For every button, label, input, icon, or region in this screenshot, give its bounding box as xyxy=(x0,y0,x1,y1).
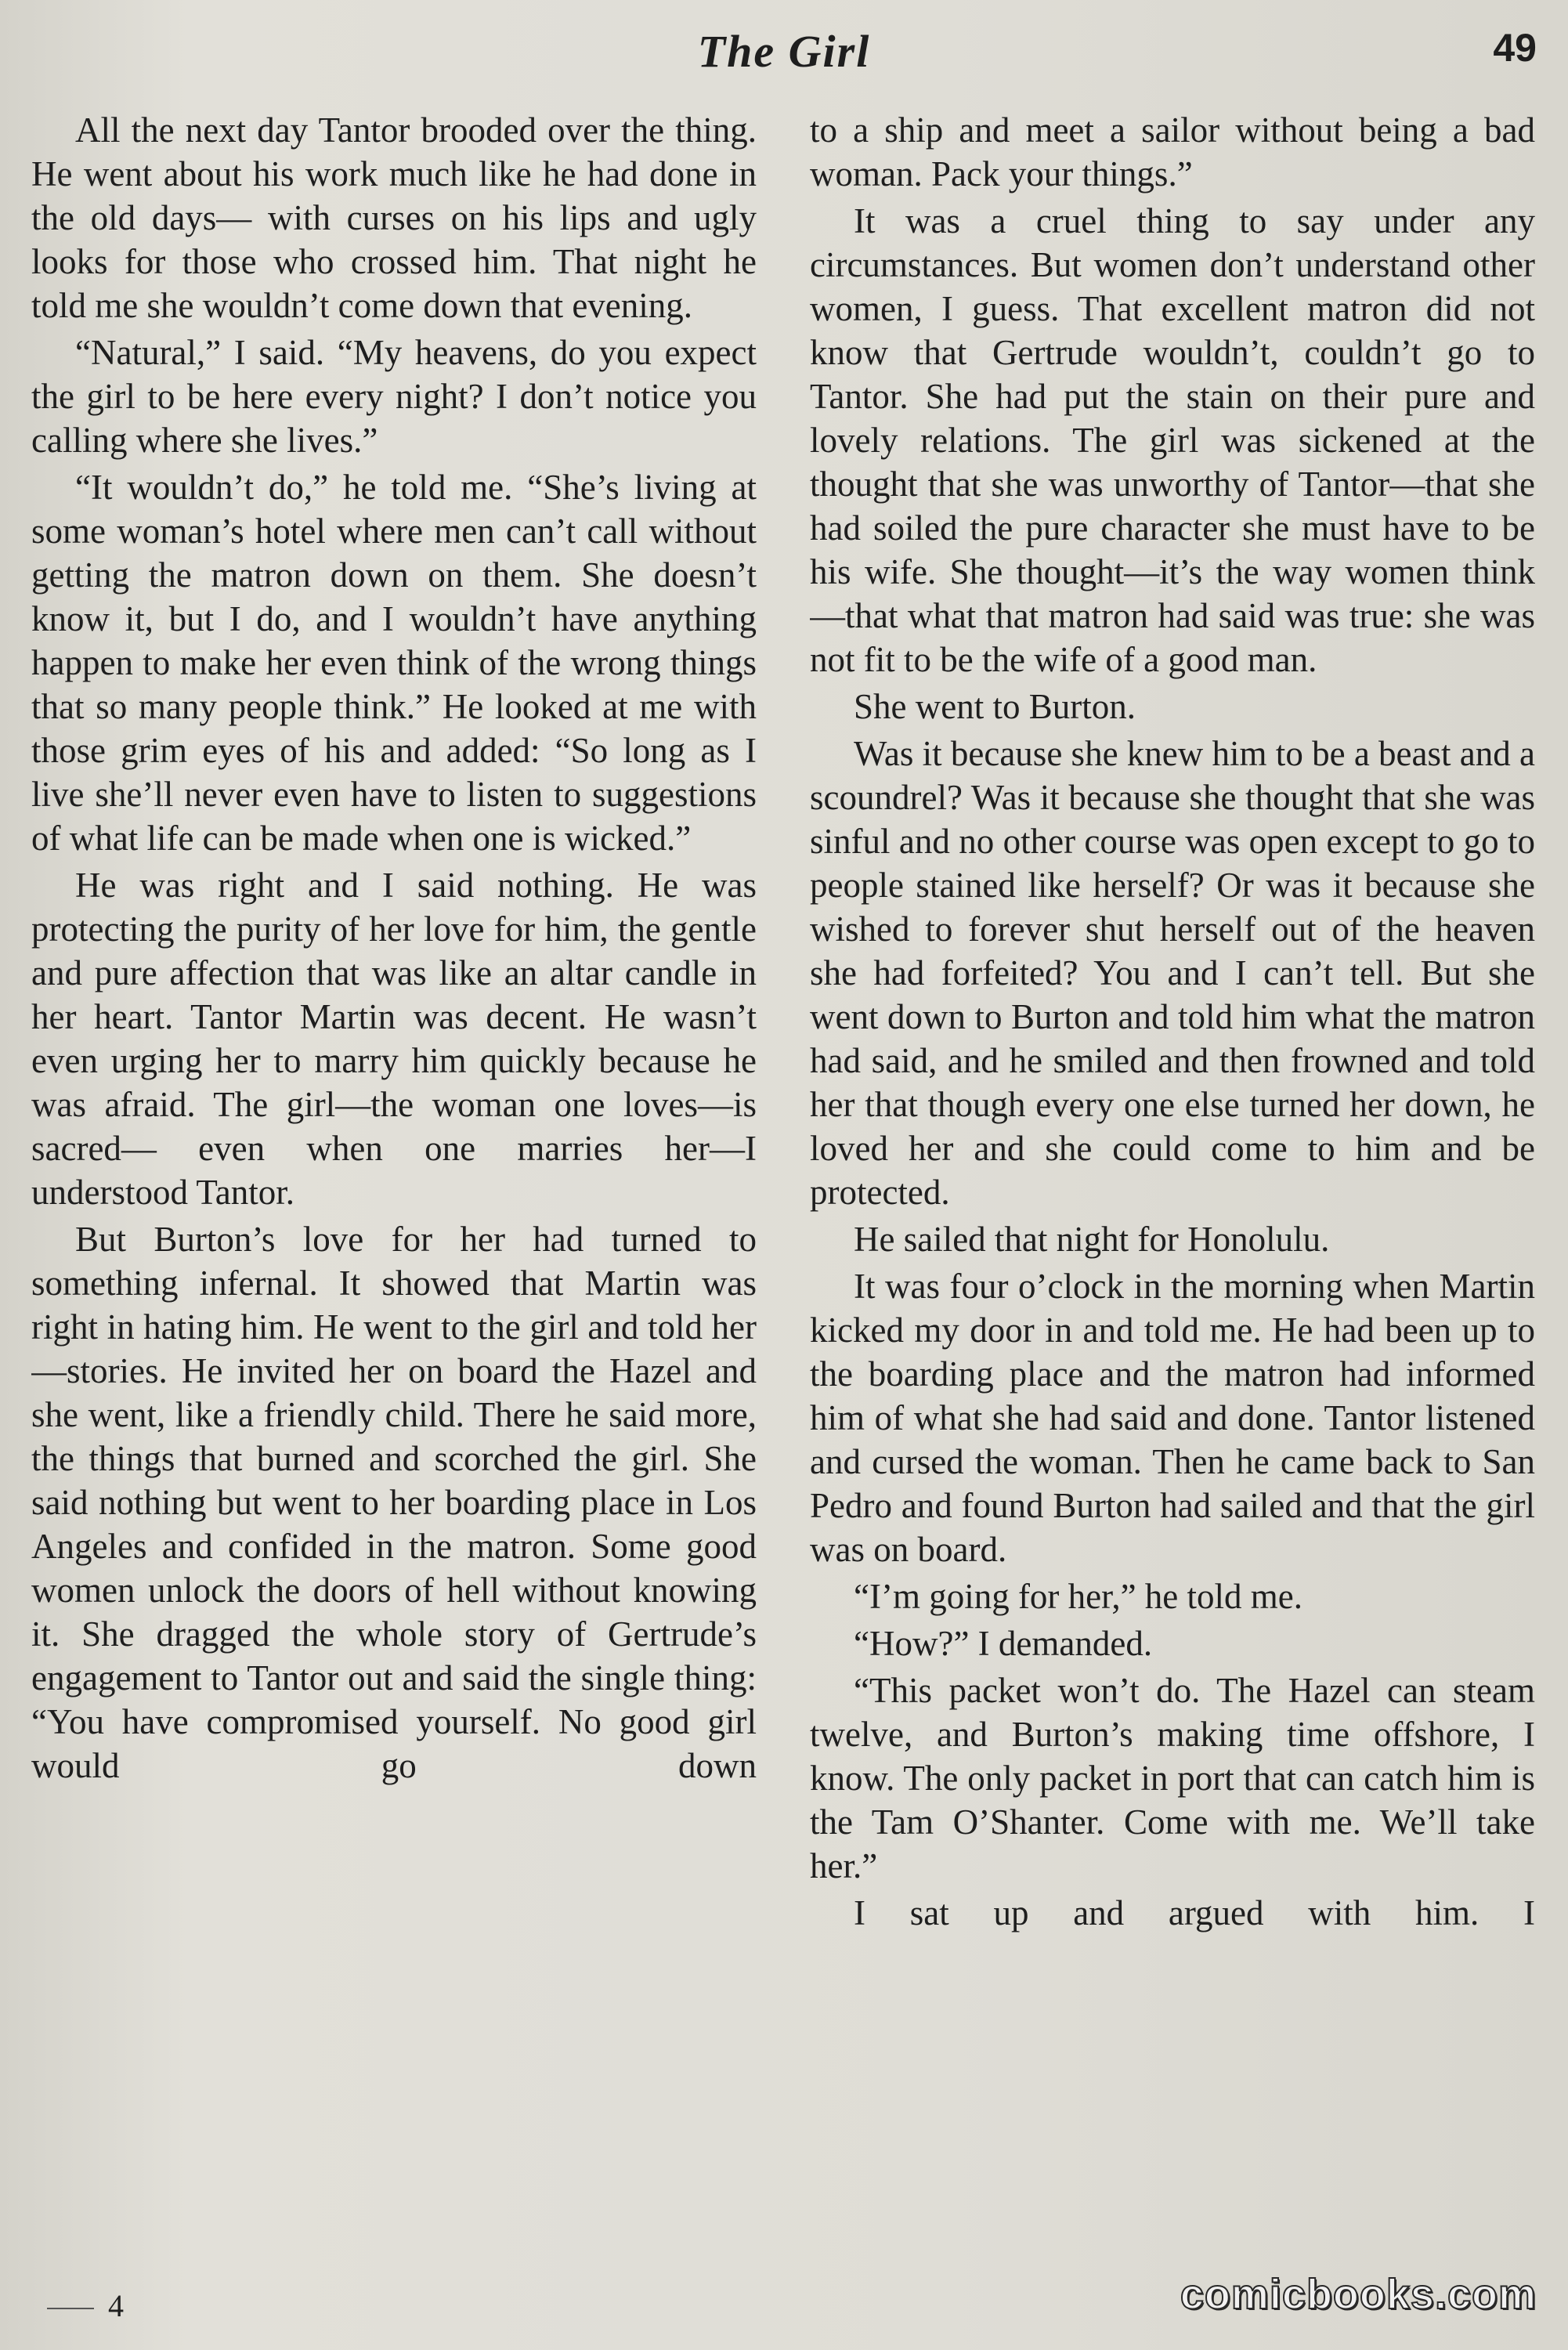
paragraph: It was four o’clock in the morning when Martin kicked my door in and told me. He had been up to the boarding place and the matron had informed him of what she had said and done. Tantor listened and cursed the woman. Then he came back to San Pedro and found Burton had sailed and that the girl was on board. xyxy=(810,1267,1535,1569)
watermark-logo: comicbooks.com xyxy=(1180,2271,1537,2318)
running-head xyxy=(0,25,1568,88)
right-column xyxy=(810,108,1535,2294)
paragraph-continued: to a ship and meet a sailor without being a bad woman. Pack your things.” xyxy=(810,110,1535,193)
paragraph: “I’m going for her,” he told me. xyxy=(854,1577,1303,1616)
paragraph: “It wouldn’t do,” he told me. “She’s living at some woman’s hotel where men can’t call without getting the matron down on them. She doesn’t know it, but I do, and I wouldn’t have anything happen to make her even think of the wrong things that so many people think.” He looked at me with those grim eyes of his and added: “So long as I live she’ll never even have to listen to suggestions of what life can be made when one is wicked.” xyxy=(31,468,757,858)
paragraph: “This packet won’t do. The Hazel can steam twelve, and Burton’s making time offshore, I know. The only packet in port that can catch him is the Tam O’Shanter. Come with me. We’ll take her.” xyxy=(810,1671,1535,1885)
paragraph: It was a cruel thing to say under any circumstances. But women don’t understand other women, I guess. That excellent matron did not know that Gertrude wouldn’t, couldn’t go to Tantor. She had put the stain on their pure and lovely relations. The girl was sickened at the thought that she was unworthy of Tantor—that she had soiled the pure character she must have to be his wife. She thought—it’s the way women think—that what that matron had said was true: she was not fit to be the wife of a good man. xyxy=(810,201,1535,679)
running-title: The Girl xyxy=(697,26,871,77)
paragraph: He sailed that night for Honolulu. xyxy=(854,1220,1330,1259)
left-column xyxy=(31,108,757,2294)
paragraph: She went to Burton. xyxy=(854,687,1136,726)
folio-rule xyxy=(47,2308,94,2309)
paragraph: But Burton’s love for her had turned to something infernal. It showed that Martin was right in hating him. He went to the girl and told her—stories. He invited her on board the Hazel and she went, like a friendly child. There he said more, the things that burned and scorched the girl. She said nothing but went to her boarding place in Los Angeles and confided in the matron. Some good women unlock the doors of hell without knowing it. She dragged the whole story of Gertrude’s engagement to Tantor out and said the single thing: “You have compromised yourself. No good girl would go down xyxy=(31,1220,757,1785)
folio-number: 4 xyxy=(108,2288,124,2323)
paragraph: I sat up and argued with him. I xyxy=(854,1893,1535,1932)
paragraph: He was right and I said nothing. He was protecting the purity of her love for him, the gentle and pure affection that was like an altar candle in her heart. Tantor Martin was decent. He wasn’t even urging her to marry him quickly because he was afraid. The girl—the woman one loves—is sacred— even when one marries her—I understood Tantor. xyxy=(31,866,757,1212)
page-number: 49 xyxy=(1493,26,1537,70)
paragraph: “Natural,” I said. “My heavens, do you expect the girl to be here every night? I don’t notice you calling where she lives.” xyxy=(31,333,757,460)
paragraph: “How?” I demanded. xyxy=(854,1624,1153,1663)
paragraph: All the next day Tantor brooded over the thing. He went about his work much like he had done in the old days— with curses on his lips and ugly looks for those who crossed him. That night he told me she wouldn’t come down that evening. xyxy=(31,110,757,325)
paragraph: Was it because she knew him to be a beast and a scoundrel? Was it because she thought that she was sinful and no other course was open except to go to people stained like herself? Or was it because she wished to forever shut herself out of the heaven she had forfeited? You and I can’t tell. But she went down to Burton and told him what the matron had said, and he smiled and then frowned and told her that though every one else turned her down, he loved her and she could come to him and be protected. xyxy=(810,734,1535,1212)
